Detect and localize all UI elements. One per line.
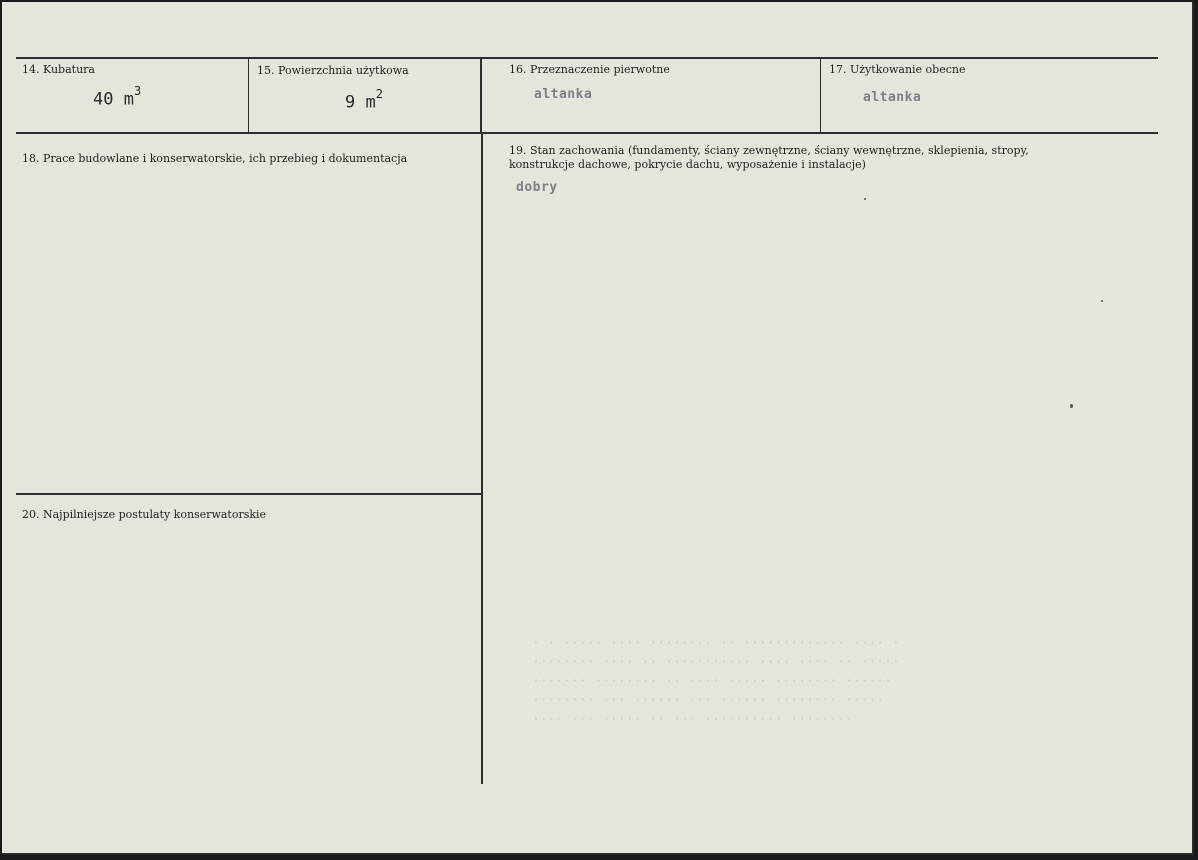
field-14-label: 14. Kubatura [22, 63, 95, 76]
field-17-label: 17. Użytkowanie obecne [829, 63, 966, 76]
field-18-label: 18. Prace budowlane i konserwatorskie, ich przebieg i dokumentacja [22, 152, 408, 165]
field-20-label: 20. Najpilniejsze postulaty konserwatorskie [22, 508, 267, 521]
paper-speck [1101, 300, 1103, 302]
inventory-card [2, 2, 1194, 855]
divider-14-15 [248, 57, 249, 134]
field-15-number: 9 m [345, 92, 376, 113]
field-15-value [345, 87, 383, 113]
field-19-label-line1: 19. Stan zachowania (fundamenty, ściany zewnętrzne, ściany wewnętrzne, sklepienia, stropy, [509, 144, 1029, 157]
field-16-value: altanka [534, 87, 593, 102]
field-19-value: dobry [516, 180, 558, 195]
field-15-exponent: 2 [375, 87, 383, 101]
top-rule [16, 57, 1158, 59]
divider-16-17 [820, 57, 821, 134]
divider-18-19 [481, 134, 483, 784]
field-14-number: 40 m [93, 89, 134, 110]
field-14-exponent: 3 [133, 84, 142, 98]
field-15-label: 15. Powierzchnia użytkowa [257, 64, 409, 77]
divider-15-16 [480, 57, 482, 134]
row2-rule [16, 493, 481, 495]
field-19-label-line2: konstrukcje dachowe, pokrycie dachu, wyposażenie i instalacje) [509, 158, 866, 171]
paper-speck [864, 198, 866, 200]
row1-rule [16, 132, 1158, 134]
field-14-value [93, 84, 142, 110]
field-17-value: altanka [863, 90, 922, 105]
field-16-label: 16. Przeznaczenie pierwotne [509, 63, 670, 76]
show-through-texture: · · ····· ···· ········ ·· ············· ···· · ········ ···· ·· ··········· ···· ···· ·· ····· ······· ········ ·· ···· ····· ········ ······ ········ ··· ······ ··· ······ ········ ····· ···· ··· ····· ·· ··· ·········· ········ [532, 636, 900, 727]
paper-speck [1070, 404, 1073, 408]
